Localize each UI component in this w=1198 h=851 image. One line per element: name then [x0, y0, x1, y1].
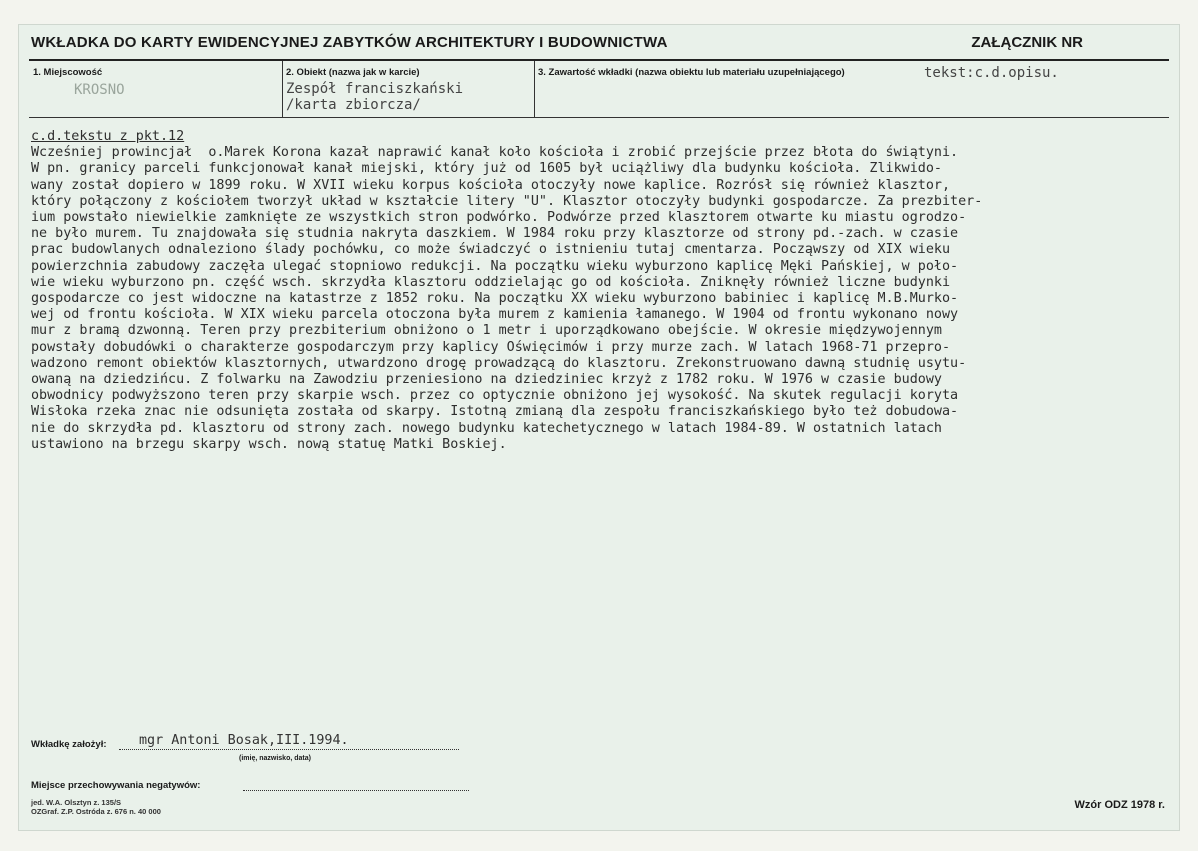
card-title: WKŁADKA DO KARTY EWIDENCYJNEJ ZABYTKÓW ARCHITEKTURY I BUDOWNICTWA — [31, 34, 668, 51]
content-value: tekst:c.d.opisu. — [924, 65, 1059, 81]
text-line: Wisłoka rzeka znac nie odsunięta została od skarpy. Istotną zmianą dla zespołu franciszkańskiego było też dobudowa- — [31, 404, 959, 420]
text-line: który połączony z kościołem tworzył układ w kształcie litery "U". Klasztor otoczyły budynki gospodarcze. Za prezbiter- — [31, 193, 983, 209]
object-label: 2. Obiekt (nazwa jak w karcie) — [286, 67, 420, 78]
content-label: 3. Zawartość wkładki (nazwa obiektu lub materiału uzupełniającego) — [538, 67, 845, 78]
text-line: wadzono remont obiektów klasztornych, utwardzono drogę prowadzącą do klasztoru. Zrekonstruowano dawną studnię usytu- — [31, 355, 967, 371]
print-info — [31, 798, 161, 816]
object-value-line-1: Zespół franciszkański — [286, 81, 464, 97]
text-line: prac budowlanych odnaleziono ślady pochówku, co może świadczyć o istnieniu tutaj cmentarza. Począwszy od XIX wieku — [31, 242, 951, 258]
place-value: KROSNO — [74, 82, 125, 98]
text-line: mur z bramą dzwonną. Teren przy prezbiterium obniżono o 1 metr i uporządkowano obejście. W okresie międzywojennym — [31, 323, 942, 339]
text-line: gospodarcze co jest widoczne na katastrze z 1852 roku. Na początku XX wieku wyburzono babiniec i kaplicę M.B.Murko- — [31, 291, 959, 307]
text-line: obwodnicy podwyższono teren przy skarpie wsch. przez co optycznie obniżono jej wysokość. Na skutek regulacji koryta — [31, 388, 959, 404]
attachment-number-label: ZAŁĄCZNIK NR — [971, 34, 1083, 51]
compiled-by-note: (imię, nazwisko, data) — [239, 755, 311, 762]
object-value — [286, 81, 463, 113]
typed-description — [31, 129, 1181, 453]
place-label: 1. Miejscowość — [33, 67, 103, 78]
text-line: Wcześniej prowincjał o.Marek Korona kazał naprawić kanał koło kościoła i zrobić przejście przez błota do świątyni. — [31, 145, 959, 161]
object-field — [282, 61, 535, 117]
text-line: wany został dopiero w 1899 roku. W XVII wieku korpus kościoła otoczyły nowe kaplice. Rozrósł się również klasztor, — [31, 177, 951, 193]
text-line: wej od frontu kościoła. W XIX wieku parcela otoczona była murem z kamienia łamanego. W 1904 od frontu wykonano nowy — [31, 307, 959, 323]
compiled-by-label: Wkładkę założył: — [31, 739, 107, 750]
compiled-by-line — [119, 749, 459, 750]
object-value-line-2: /karta zbiorcza/ — [286, 97, 421, 113]
text-line: nie do skrzydła pd. klasztoru od strony zach. nowego budynku katechetycznego w latach 1984-89. W ostatnich latach — [31, 420, 942, 436]
print-info-line-2: OZGraf. Z.P. Ostróda z. 676 n. 40 000 — [31, 807, 161, 816]
negatives-location-label: Miejsce przechowywania negatywów: — [31, 780, 201, 791]
text-line: W pn. granicy parceli funkcjonował kanał miejski, który już od 1605 był uciążliwy dla budynku kościoła. Zlikwido- — [31, 161, 942, 177]
content-field — [534, 61, 1169, 117]
text-line: wie wieku wyburzono pn. część wsch. skrzydła klasztoru oddzielając go od kościoła. Zniknęły również liczne budynki — [31, 274, 951, 290]
registry-card — [18, 24, 1180, 831]
compiled-by-value: mgr Antoni Bosak,III.1994. — [139, 733, 349, 748]
negatives-location-line — [243, 790, 469, 791]
continuation-heading: c.d.tekstu z pkt.12 — [31, 129, 185, 144]
print-info-line-1: jed. W.A. Olsztyn z. 135/S — [31, 798, 122, 807]
place-field — [29, 61, 283, 117]
text-line: owaną na dziedzińcu. Z folwarku na Zawodziu przeniesiono na dziedziniec krzyż z 1782 roku. W 1976 w czasie budowy — [31, 372, 942, 388]
fields-row — [29, 61, 1169, 118]
text-line: powierzchnia zabudowy zaczęła ulegać stopniowo redukcji. Na początku wieku wyburzono kaplicę Męki Pańskiej, w poło- — [31, 258, 959, 274]
form-reference: Wzór ODZ 1978 r. — [1074, 799, 1165, 811]
text-line: ne było murem. Tu znajdowała się studnia nakryta daszkiem. W 1984 roku przy klasztorze od strony pd.-zach. w czasie — [31, 226, 959, 242]
text-line: ustawiono na brzegu skarpy wsch. nową statuę Matki Boskiej. — [31, 436, 507, 452]
text-line: ium powstało niewielkie zamknięte ze wszystkich stron podwórko. Podwórze przed klasztorem otwarte ku miastu ogrodzo- — [31, 210, 967, 226]
text-line: powstały dobudówki o charakterze gospodarczym przy kaplicy Oświęcimów i przy murze zach. W latach 1968-71 przepro- — [31, 339, 951, 355]
